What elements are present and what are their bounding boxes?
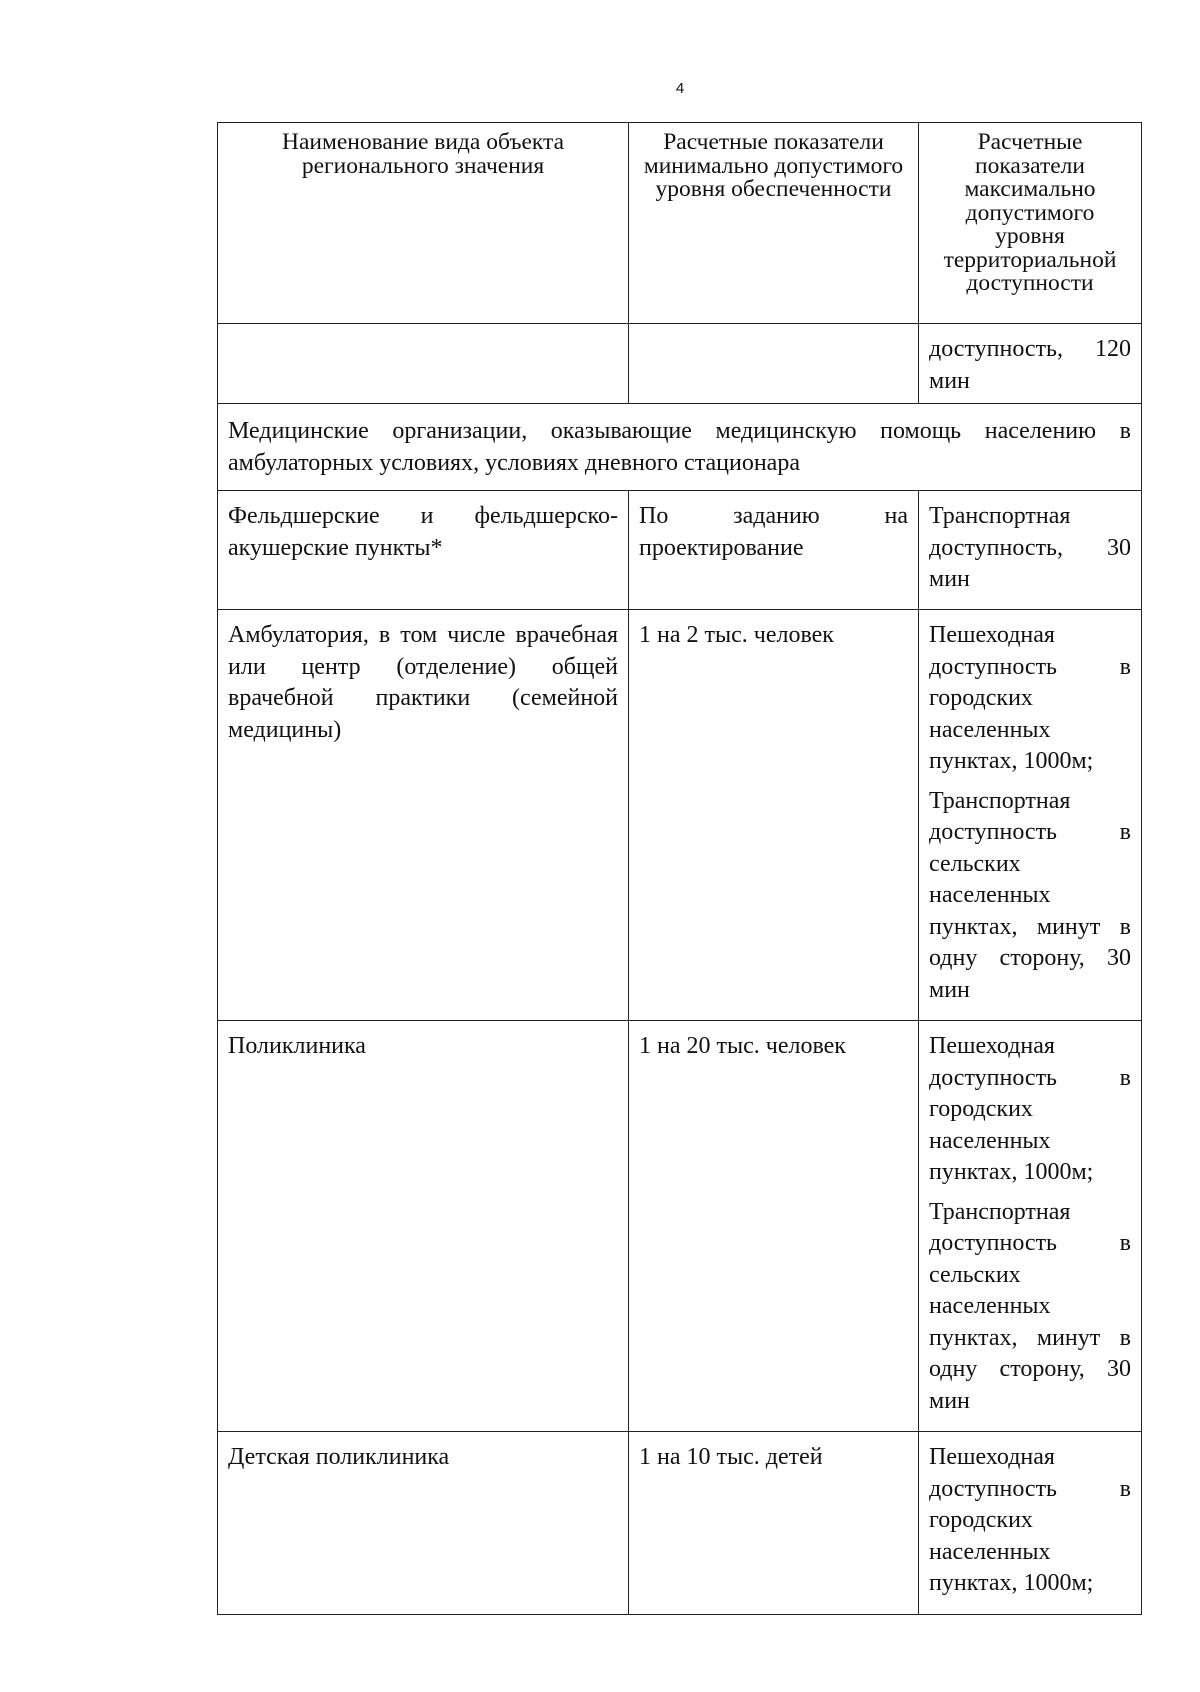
- accessibility-text: Транспортная доступность, 30 мин: [929, 503, 1131, 592]
- table-row: [218, 491, 1142, 610]
- table-row: [218, 610, 1142, 1021]
- table-row: [218, 1432, 1142, 1615]
- table-cell-accessibility: доступность, 120 мин: [919, 324, 1142, 404]
- accessibility-cell: [919, 491, 1142, 610]
- section-title: Медицинские организации, оказывающие медицинскую помощь населению в амбулаторных условиях, условиях дневного стационара: [218, 404, 1142, 491]
- accessibility-text: Пешеходная доступность в городских населенных пунктах, 1000м;: [929, 622, 1131, 774]
- accessibility-cell: [919, 1021, 1142, 1432]
- norms-table: [217, 122, 1142, 1615]
- header-object-type: Наименование вида объекта регионального значения: [218, 123, 629, 324]
- object-name: Амбулатория, в том числе врачебная или центр (отделение) общей врачебной практики (семейной медицины): [218, 610, 629, 1021]
- object-name: Поликлиника: [218, 1021, 629, 1432]
- provision-value: По заданию на проектирование: [629, 491, 919, 610]
- provision-value: 1 на 20 тыс. человек: [629, 1021, 919, 1432]
- table-cell-empty: [218, 324, 629, 404]
- accessibility-text: Транспортная доступность в сельских населенных пунктах, минут в одну сторону, 30 мин: [929, 787, 1131, 1003]
- table-header-row: [218, 123, 1142, 324]
- header-max-accessibility: Расчетные показатели максимально допустимого уровня территориальной доступности: [919, 123, 1142, 324]
- accessibility-cell: [919, 1432, 1142, 1615]
- object-name: Фельдшерские и фельдшерско-акушерские пункты*: [218, 491, 629, 610]
- provision-value: 1 на 2 тыс. человек: [629, 610, 919, 1021]
- header-min-provision: Расчетные показатели минимально допустимого уровня обеспеченности: [629, 123, 919, 324]
- accessibility-text: Пешеходная доступность в городских населенных пунктах, 1000м;: [929, 1444, 1131, 1596]
- accessibility-text: Пешеходная доступность в городских населенных пунктах, 1000м;: [929, 1033, 1131, 1185]
- table-row-continuation: [218, 324, 1142, 404]
- table-row: [218, 1021, 1142, 1432]
- section-row: [218, 404, 1142, 491]
- accessibility-cell: [919, 610, 1142, 1021]
- accessibility-text: Транспортная доступность в сельских населенных пунктах, минут в одну сторону, 30 мин: [929, 1198, 1131, 1414]
- provision-value: 1 на 10 тыс. детей: [629, 1432, 919, 1615]
- table-cell-empty: [629, 324, 919, 404]
- page-number: 4: [675, 80, 685, 97]
- object-name: Детская поликлиника: [218, 1432, 629, 1615]
